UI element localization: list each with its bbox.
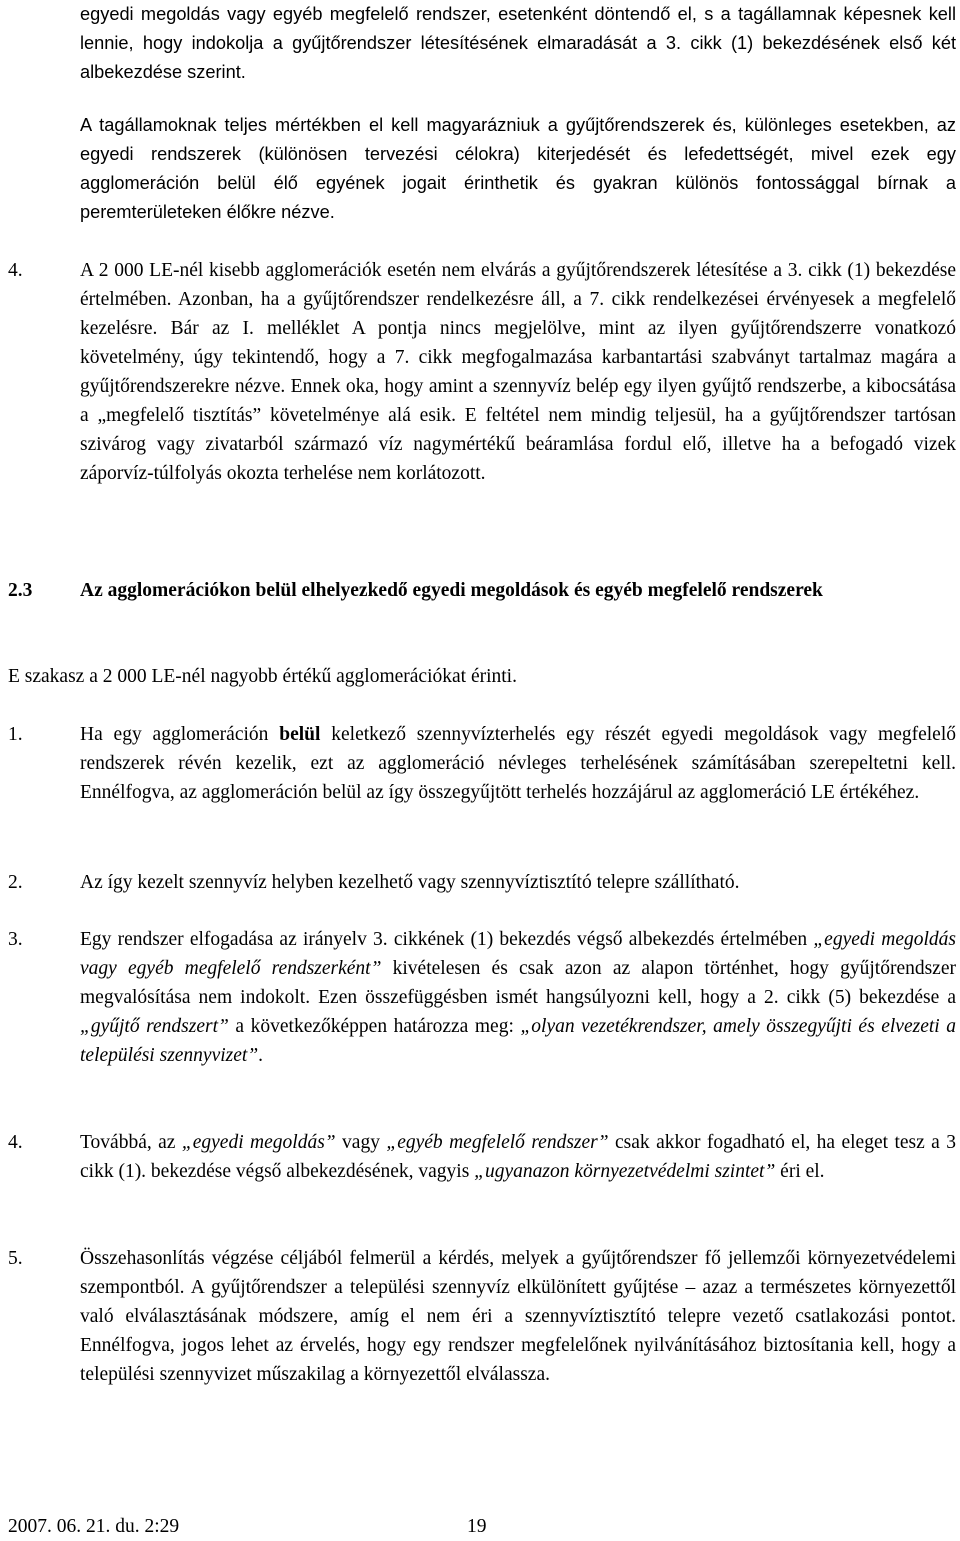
list-number-4b: 4.: [8, 1132, 23, 1153]
list-number-3: 3.: [8, 929, 23, 950]
list-item-1-text: [80, 720, 956, 807]
continuation-paragraph: egyedi megoldás vagy egyéb megfelelő rendszer, esetenként döntendő el, s a tagállamnak képesnek kell lennie, hogy indokolja a gyűjtőrendszer létesítésének elmaradását a 3. cikk (1) bekezdésének első két albekezdése szerint.: [80, 4, 956, 82]
section-number: 2.3: [8, 580, 33, 601]
item4b-italic-3: „ugyanazon környezetvédelmi szintet”: [474, 1161, 776, 1182]
item4b-text-3: csak akkor fogadható el, ha eleget tesz a 3 cikk (1). bekezdése végső albekezdésének, vagyis: [80, 1132, 956, 1182]
footer-date: 2007. 06. 21. du. 2:29: [8, 1516, 180, 1537]
item4b-italic-1: „egyedi megoldás”: [181, 1132, 336, 1153]
item1-text-pre: Ha egy agglomeráción: [80, 724, 280, 745]
list-item-2-text: Az így kezelt szennyvíz helyben kezelhető vagy szennyvíztisztító telepre szállítható.: [80, 872, 740, 893]
indented-paragraph: A tagállamoknak teljes mértékben el kell magyarázniuk a gyűjtőrendszerek és, különleges esetekben, az egyedi rendszerek (különösen tervezési célokra) kiterjedését és lefedettségét, mivel ezek egy agglomeráción belül élő egyének jogait érinthetik és gyakran különös fontossággal bírnak a peremterületeken élőkre nézve.: [80, 115, 956, 222]
item4b-italic-2: „egyéb megfelelő rendszer”: [386, 1132, 609, 1153]
item4b-text-1: Továbbá, az: [80, 1132, 182, 1153]
item1-text-post: keletkező szennyvízterhelés egy részét egyedi megoldások vagy megfelelő rendszerek révén kezelik, ezt az agglomeráció névleges terhelésének számításában szerepeltetni kell. Ennélfogva, az agglomeráción belül az így összegyűjtött terhelés hozzájárul az agglomeráció LE értékéhez.: [80, 724, 956, 803]
list-number-4a: 4.: [8, 260, 23, 281]
item4b-text-2: vagy: [335, 1132, 387, 1153]
list-number-1: 1.: [8, 724, 23, 745]
section-intro: E szakasz a 2 000 LE-nél nagyobb értékű agglomerációkat érinti.: [8, 666, 517, 687]
item1-bold-word: belül: [279, 724, 321, 745]
item3-italic-3: „olyan vezetékrendszer, amely összegyűjti és elvezeti a települési szennyvizet”: [80, 1016, 956, 1066]
list-number-5: 5.: [8, 1248, 23, 1269]
item3-italic-2: „gyűjtő rendszert”: [80, 1016, 229, 1037]
list-item-4a-text: A 2 000 LE-nél kisebb agglomerációk esetén nem elvárás a gyűjtőrendszerek létesítése a 3. cikk (1) bekezdése értelmében. Azonban, ha a gyűjtőrendszer rendelkezésre áll, a 7. cikk rendelkezései érvényesek a megfelelő kezelésre. Bár az I. melléklet A pontja nincs megjelölve, mint az ilyen gyűjtőrendszerre vonatkozó követelmény, úgy tekintendő, hogy a 7. cikk megfogalmazása karbantartási szabványt tartalmaz magára a gyűjtőrendszerekre nézve. Ennek oka, hogy amint a szennyvíz belép egy ilyen gyűjtő rendszerbe, a kibocsátása a „megfelelő tisztítás” követelménye alá esik. E feltétel nem mindig teljesül, ha a gyűjtőrendszer tartósan szivárog vagy zivatarból származó víz nagymértékű beáramlása fordul elő, illetve ha a befogadó vizek záporvíz-túlfolyás okozta terhelése nem korlátozott.: [80, 260, 956, 484]
list-item-4b-text: [80, 1128, 956, 1186]
page-number: 19: [467, 1516, 487, 1537]
list-item-3-text: [80, 925, 956, 1070]
list-number-2: 2.: [8, 872, 23, 893]
item3-text-4: .: [258, 1045, 264, 1066]
section-heading: Az agglomerációkon belül elhelyezkedő egyedi megoldások és egyéb megfelelő rendszerek: [80, 580, 823, 601]
item3-text-3: a következőképpen határozza meg:: [228, 1016, 521, 1037]
list-item-5-text: Összehasonlítás végzése céljából felmerül a kérdés, melyek a gyűjtőrendszer fő jellemzői környezetvédelemi szempontból. A gyűjtőrendszer a települési szennyvíz elkülönített gyűjtése – azaz a természetes környezettől való elválasztásának módszere, amíg el nem éri a szennyvíztisztító telepre vezető csatlakozási pontot. Ennélfogva, jogos lehet az érvelés, hogy egy rendszer megfelelőnek nyilvánításához biztosítania kell, hogy a települési szennyvizet műszakilag a környezettől elválassza.: [80, 1248, 956, 1385]
item4b-text-4: éri el.: [775, 1161, 825, 1182]
item3-text-1: Egy rendszer elfogadása az irányelv 3. cikkének (1) bekezdés végső albekezdés értelmében: [80, 929, 814, 950]
item3-text-2: kivételesen és csak azon az alapon történhet, hogy gyűjtőrendszer megvalósítása nem indokolt. Ezen összefüggésben ismét hangsúlyozni kell, hogy a 2. cikk (5) bekezdése a: [80, 958, 956, 1008]
item3-italic-1: „egyedi megoldás vagy egyéb megfelelő rendszerként”: [80, 929, 956, 979]
